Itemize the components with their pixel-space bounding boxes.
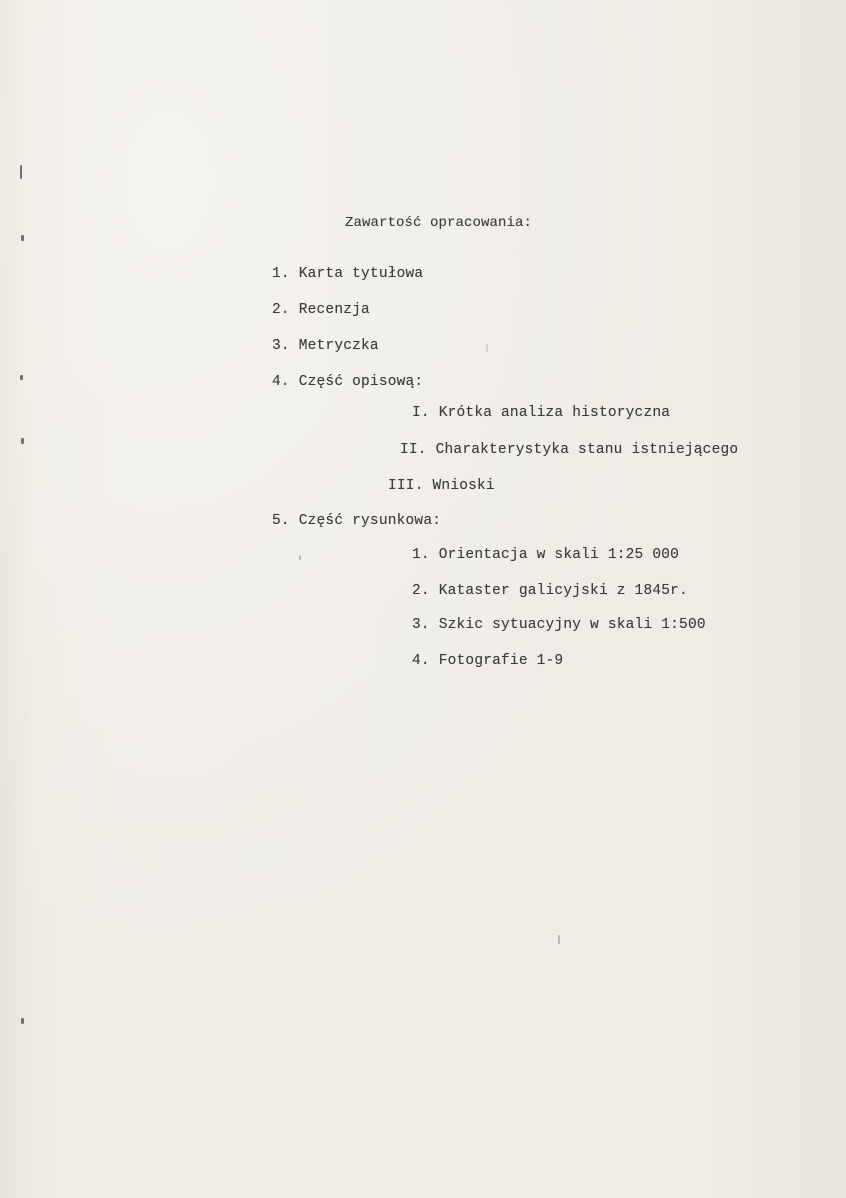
sub-list-item [388, 477, 495, 495]
binding-mark [20, 165, 22, 179]
paper-speck [486, 344, 488, 352]
item-text: Karta tytułowa [298, 266, 424, 282]
item-text: Szkic sytuacyjny w skali 1:500 [438, 617, 706, 633]
item-number: 1. [272, 266, 290, 282]
sub-list-item [412, 616, 706, 634]
sub-list-item [412, 546, 679, 564]
item-number: III. [388, 478, 424, 494]
binding-mark [21, 235, 24, 241]
binding-mark [21, 1018, 24, 1024]
sub-list-item [412, 652, 563, 670]
item-text: Orientacja w skali 1:25 000 [438, 547, 680, 563]
item-number: II. [400, 442, 427, 458]
item-text: Fotografie 1-9 [438, 653, 564, 669]
item-number: 3. [272, 338, 290, 354]
list-item [272, 373, 423, 391]
sub-list-item [400, 441, 738, 459]
paper-speck [299, 555, 301, 560]
list-item [272, 301, 370, 319]
list-item [272, 265, 423, 283]
item-number: 2. [272, 302, 290, 318]
item-text: Krótka analiza historyczna [438, 405, 671, 421]
binding-mark [21, 438, 24, 444]
item-text: Metryczka [298, 338, 379, 354]
sub-list-item [412, 582, 688, 600]
item-number: 1. [412, 547, 430, 563]
item-number: 3. [412, 617, 430, 633]
item-number: I. [412, 405, 430, 421]
item-number: 4. [272, 374, 290, 390]
list-item [272, 337, 379, 355]
item-text: Część opisową: [298, 374, 424, 390]
item-number: 5. [272, 513, 290, 529]
document-title: Zawartość opracowania: [345, 215, 533, 231]
item-text: Charakterystyka stanu istniejącego [435, 442, 739, 458]
item-text: Część rysunkowa: [298, 513, 442, 529]
item-number: 2. [412, 583, 430, 599]
list-item [272, 512, 441, 530]
item-text: Kataster galicyjski z 1845r. [438, 583, 688, 599]
item-text: Wnioski [432, 478, 495, 494]
sub-list-item [412, 404, 670, 422]
item-text: Recenzja [298, 302, 370, 318]
binding-mark [20, 375, 23, 380]
paper-speck [558, 935, 560, 944]
item-number: 4. [412, 653, 430, 669]
